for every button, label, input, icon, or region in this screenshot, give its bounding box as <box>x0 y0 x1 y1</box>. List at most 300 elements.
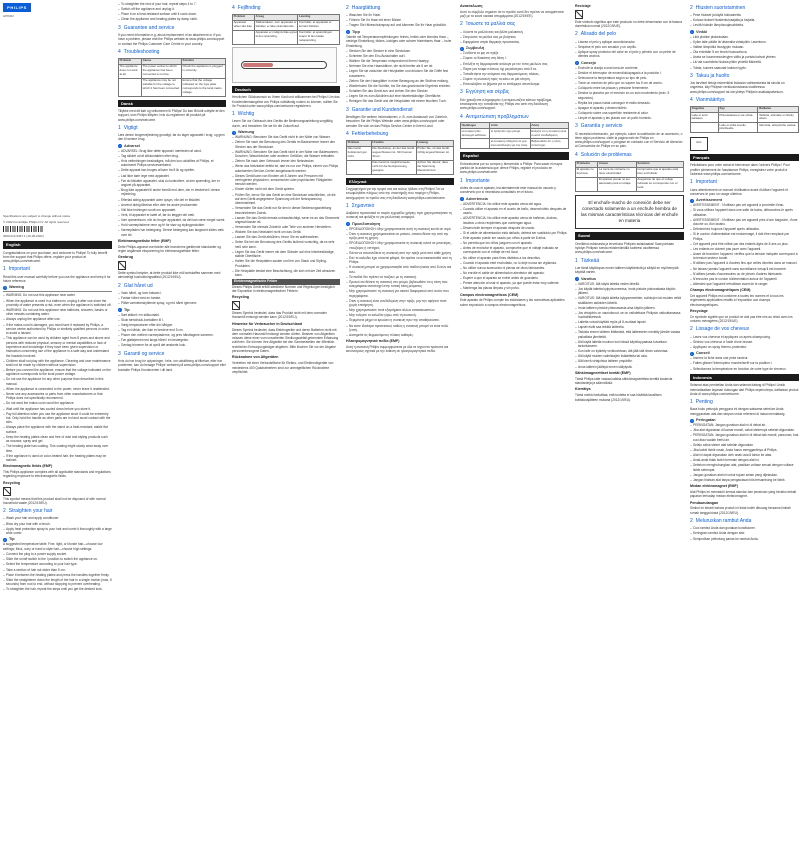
table-row: Η συσκευή δεν λειτουργεί καθόλου. Η πρίζα δεν έχει ρεύμα. Ελέγξτε ότι η συσκευή είναι σωστά συνδεδεμένη. <box>461 129 569 139</box>
barcode <box>3 226 43 232</box>
section-heading: 4 Αντιμετώπιση προβλημάτων <box>460 113 529 120</box>
list-item: – Pay full attention when you use the appliance since it could be extremely hot. Only hold the handle as other parts are hot and avoid contact with the skin. <box>3 412 112 425</box>
list-item: – Preste atención al usar el aparato, ya que puede estar muy caliente. <box>460 281 569 285</box>
warning-icon: ! <box>347 222 349 227</box>
list-item: – Jos käytät laitetta kylpyhuoneessa, irrota pistoke pistorasiasta käytön jälkeen. <box>575 287 684 296</box>
list-item: – Cuci rambut Anda dan gunakan kondisioner. <box>690 526 799 530</box>
prep-list <box>346 13 454 28</box>
list-item: – Älä käytä muiden valmistajien lisälaitteita tai osia. <box>575 354 684 358</box>
paragraph: Simbol ini berarti bahwa produk ini tidak boleh dibuang bersama limbah rumah tangga biasa (2012/19/EU). <box>690 506 791 515</box>
language-header-el: Ελληνικά <box>346 178 454 185</box>
list-item: – PERINGATAN: Jangan gunakan alat ini di dekat air. <box>690 423 799 427</box>
intro-text: Συγχαρητήρια για την αγορά σας και καλώς ήλθατε στη Philips! Για να επωφεληθείτε πλήρως από την υποστήριξη που παρέχει η Philips, καταχωρήστε το προϊόν σας στη διεύθυνση www.philips.com/welcome. <box>346 186 446 200</box>
list-item: – Jangan gunakan alat ini untuk tujuan selain yang dijelaskan. <box>690 473 799 477</box>
table-header: Lösung <box>416 140 453 146</box>
table-header: Αιτία <box>490 123 531 129</box>
list-item: – Antes de enchufar el aparato, compruebe que el voltaje indicado se corresponde con el voltaje de red local. <box>460 246 569 255</box>
section-heading: 3 Guarantee and service <box>118 24 175 31</box>
warning-list <box>346 227 454 337</box>
list-item: – Lassen Sie das Gerät niemals unbeaufsichtigt, wenn es an das Stromnetz angeschlossen ist. <box>232 216 340 225</box>
tip-header: i Vinkki <box>691 29 708 35</box>
list-item: – No utilice el aparato para fines distintos a los descritos. <box>460 256 569 260</box>
paragraph: Benötigen Sie weitere Informationen, z. B. zum Austausch von Zubehör, besuchen Sie die Philips Website unter www.philips.com/support oder wenden Sie sich an das Philips Service-Center in Ihrem Land. <box>346 114 448 128</box>
prep-list <box>690 335 799 350</box>
subheading: Ανακύκλωση <box>460 4 483 8</box>
list-item: – ADVARSEL: Brug ikke dette apparat i nærheden af vand. <box>118 149 226 153</box>
column-4 <box>343 0 457 852</box>
list-item: – N'utilisez jamais d'accessoires ou de pièces d'autres fabricants. <box>690 272 799 276</box>
table-header: Ratkaisu <box>758 106 799 112</box>
document-code: 3000.012.6467.1 (16-06-2022) <box>3 234 44 239</box>
list-item: – The heating plate has coating. This coating might slowly wear away over time. <box>3 444 112 453</box>
warning-icon: ! <box>691 198 693 203</box>
paragraph: Baca buku petunjuk pengguna ini dengan saksama sebelum Anda menggunakan alat dan simpan untuk referensi di masa mendatang. <box>690 407 786 416</box>
list-item: – Jika alat digunakan di kamar mandi, cabut stekernya setelah digunakan. <box>690 428 799 432</box>
section-heading: 1 Tärkeää <box>575 257 600 264</box>
intro-text: Selamat atas pembelian Anda dan selamat datang di Philips! Untuk memanfaatkan layanan dukungan dari Philips sepenuhnya, daftarkan produk Anda di www.philips.com/welcome. <box>690 383 799 396</box>
list-item: – When the appliance is used in a bathroom, unplug it after use since the proximity of water presents a risk, even when the appliance is switched off. <box>3 299 112 308</box>
table-row: Apparatet virker slet ikke. Stikkontakten, som apparatet er tilsluttet, er ikke strømførende. Kontrollér, at apparatet er korrekt tilsluttet. <box>233 20 340 30</box>
section-heading: 1 Penting <box>690 399 713 406</box>
table-header: Problem <box>233 14 255 20</box>
subheading: Campos electromagnéticos (CEM) <box>460 292 519 297</box>
list-item: – Séchez vos cheveux à l'aide d'une brosse. <box>690 340 799 344</box>
list-item: – Select the temperature according to your hair type. <box>3 562 112 566</box>
intro-text: Félicitations pour votre achat et bienvenue dans l'univers Philips ! Pour profiter pleinement de l'assistance Philips, enregistrez votre produit à l'adresse www.philips.com/welcome. <box>690 163 790 176</box>
list-item: – Take a section of hair not wider than 5 cm. <box>3 568 112 572</box>
subheading: Kierrätys <box>575 387 591 392</box>
table-header: Πρόβλημα <box>461 123 490 129</box>
list-item: – Tag en hårlok, der ikke er bredere end 5 cm. <box>118 328 226 332</box>
subheading: Elektromagnetiske felter (EMF) <box>118 238 171 243</box>
tip-icon: i <box>119 308 121 313</box>
list-item: – Τα παιδιά δεν πρέπει να παίζουν με τη συσκευή. <box>346 275 454 279</box>
tip-icon: i <box>576 61 578 66</box>
list-item: – Aseta se kuumennuslevyjen väliin ja purista kahvat yhteen. <box>690 55 799 59</box>
list-item: – Διατηρείτε τις θερμαινόμενες πλάκες καθαρές. <box>346 333 454 337</box>
list-item: – Insérez la fiche dans une prise secteur. <box>690 356 799 360</box>
list-item: – Seleccione la temperatura según su tipo de pelo. <box>575 76 684 80</box>
list-item: – Pese hiukset ja käytä hoitoainetta. <box>690 13 799 17</box>
list-item: – Anna laitteen jäähtyä ennen säilytystä. <box>575 365 684 369</box>
list-item: – Die Heizplatte besitzt eine Beschichtung, die sich mit der Zeit abnutzen kann. <box>232 269 340 278</box>
warning-header: ! Peringatan <box>691 418 716 423</box>
subheading: Genbrug <box>118 255 133 260</box>
list-item: – Lávese el pelo y aplique acondicionador. <box>575 40 684 44</box>
list-item: – Reinigen Sie das Gerät und die Heizplatten mit einem feuchten Tuch. <box>346 99 454 103</box>
prep-list <box>575 40 684 59</box>
list-item: – ADVERTENCIA: No utilice este aparato cerca del agua. <box>460 202 569 206</box>
list-item: – WARNING: Do not use this appliance near water. <box>3 293 112 297</box>
section-heading: 2 Haarglättung <box>346 5 381 11</box>
table-header: Solution <box>181 58 225 64</box>
list-item: – Επαναλάβετε τα βήματα για το επιθυμητό αποτέλεσμα. <box>460 82 569 86</box>
list-item: – Συνδέστε το φις σε πρίζα. <box>460 51 569 55</box>
warning-icon: ! <box>576 277 578 282</box>
list-item: – Lad ikke børn lege med apparatet. <box>118 174 226 178</box>
list-item: – Όταν η συσκευή χρησιμοποιείται σε μπάνιο, αποσυνδέστε την από την πρίζα μετά τη χρήση. <box>346 232 454 241</box>
table-row: El aparato puede no ser adecuado para el voltaje. Asegúrese de que el voltaje indicado se corresponde con el local. <box>576 177 684 191</box>
section-heading: 2 Alisado del pelo <box>575 31 617 38</box>
troubleshooting-table <box>232 14 340 45</box>
list-item: – Skub tænd/sluk-kontakten til I. <box>118 318 226 322</box>
list-item: – Sélectionnez la température en fonction de votre type de cheveux. <box>690 367 799 371</box>
list-item: – Ziehen Sie nach dem Gebrauch immer den Netzstecker. <box>232 159 340 163</box>
list-item: – Before you connect the appliance, ensure that the voltage indicated on the appliance corresponds to the local power voltage. <box>3 368 112 377</box>
list-item: – Η συσκευή μπορεί να χρησιμοποιηθεί από παιδιά ηλικίας από 8 ετών και άνω. <box>346 265 454 274</box>
list-item: – Hvis netledningen beskadiges, må den kun udskiftes af Philips, et autoriseret Philips-serviceværksted. <box>118 159 226 168</box>
subheading: Champs électromagnétiques (CEM) <box>690 288 751 293</box>
list-item: – Dette apparat kan bruges af børn fra 8 år og opefter. <box>118 168 226 172</box>
paragraph: Hvis du har brug for oplysninger, f.eks. om udskiftning af tilbehør, eller har problemer, kan du besøge Philips' websted på www.philips.com/support eller kontakte Philips Kundecenter i dit land. <box>118 358 226 372</box>
intro-text: Tillykke med dit køb og velkommen til Philips! Du kan få fuldt udbytte af den support, som Philips tilbyder, hvis du registrerer dit produkt på www.philips.com/welcome. <box>118 108 225 122</box>
subheading: Rücknahme von Altgeräten <box>232 355 279 360</box>
table-header: Syy <box>718 106 758 112</box>
paragraph: Διαβάστε προσεκτικά το παρόν εγχειρίδιο χρήσης πριν χρησιμοποιήσετε τη συσκευή και φυλάξτε το για μελλοντική αναφορά. <box>346 211 452 220</box>
list-item: – Lavez vos cheveux et appliquez un après-shampooing. <box>690 335 799 339</box>
plug-notice-box: El enchufe-macho de conexión debe ser conectado solamente a un enchufe hembra de las mismas características técnicas del enchufe en materia <box>575 195 684 230</box>
list-item: – Før du tilslutter apparatet, skal du kontrollere, at den spænding, der er angivet på apparatet. <box>118 179 226 188</box>
list-item: – AVERTISSEMENT : N'utilisez pas cet appareil près d'une baignoire, d'une douche ou d'un lavabo. <box>690 218 799 227</box>
tip-icon: i <box>691 30 693 35</box>
list-item: – If the appliance is used on color-treated hair, the heating plates may be stained. <box>3 454 112 463</box>
list-item: – Kuivaa hiukset hiustenkuivaajalla ja harjalla. <box>690 18 799 22</box>
list-item: – Si el cable de alimentación está dañado, deberá ser sustituido por Philips. <box>460 231 569 235</box>
table-row: Apparatet er muligvis ikke egnet til den spænding. Kontrollér, at spændingen svarer til den lokale netspænding. <box>233 30 340 44</box>
philips-logo: PHILIPS <box>3 3 31 12</box>
list-item: – Legen Sie sie zwischen die Heizplatten und drücken Sie die Griffe fest zusammen. <box>346 69 454 78</box>
section-heading: 4 Fehlerbehebung <box>346 130 389 137</box>
table-header: Λύση <box>530 123 568 129</box>
list-item: – Waschen Sie Ihr Haar. <box>346 13 454 17</box>
steps-list <box>118 313 226 348</box>
list-item: – Vent, til apparatet er kølet af, før du lægger det væk. <box>118 213 226 217</box>
list-item: – Do not use the appliance for any other purpose than described in this manual. <box>3 377 112 386</box>
list-item: – Μην χρησιμοποιείτε ποτέ εξαρτήματα άλλων κατασκευαστών. <box>346 308 454 312</box>
subheading: Hinweise für Verbraucher in Deutschland <box>232 321 303 326</box>
intro-text: Enhorabuena por su compra y bienvenido a Philips. Para sacar el mayor partido de la asistencia que ofrece Philips, registre el producto en www.philips.com/welcome. <box>460 161 563 175</box>
list-item: – Σύρετε το διακόπτη στη θέση I. <box>460 56 569 60</box>
intro-text: Herzlichen Glückwunsch zu Ihrem Kauf und willkommen bei Philips! Um das Kundendienstangebot von Philips vollständig nutzen zu können, sollten Sie Ihr Produkt unter www.philips.com/welcome registrieren. <box>232 95 340 108</box>
paragraph: Este aparato de Philips cumple los estándares y las normativas aplicables sobre exposición a campos electromagnéticos. <box>460 298 565 307</box>
column-2 <box>115 0 229 852</box>
language-header-de: Deutsch <box>232 86 340 93</box>
section-heading: 2 Hiusten suoristaminen <box>690 5 746 11</box>
tip-header: i Συμβουλή <box>461 46 485 51</box>
warning-header: ! Warnung <box>233 130 255 135</box>
table-header: Cause <box>142 58 182 64</box>
section-heading: 3 Garantía y servicio <box>575 123 623 130</box>
list-item: – Kinder dürfen nicht mit dem Gerät spielen. <box>232 187 340 191</box>
list-item: – Limpie el aparato y las placas con un paño húmedo. <box>575 116 684 120</box>
language-header-fi: Suomi <box>575 232 684 239</box>
subheading: Medan elektromagnet (EMF) <box>690 484 738 489</box>
list-item: – Dieses Gerät kann von Kindern ab 8 Jahren und Personen mit verringerten physischen, sensorischen oder psychischen Fähigkeiten benutzt werden. <box>232 174 340 187</box>
crossed-bin-icon <box>232 301 240 310</box>
troubleshooting-table <box>575 161 684 192</box>
section-heading: 3 Εγγύηση και σέρβις <box>460 89 510 96</box>
prep-list <box>3 516 112 535</box>
list-item: – Deslice el interruptor de encendido/apagado a la posición I. <box>575 71 684 75</box>
tip-header: i Tipp <box>347 29 360 35</box>
tip-icon: i <box>4 537 6 542</box>
troubleshooting-table <box>460 122 569 149</box>
list-item: – Ziehen Sie den Haarglätter in einer Bewegung an der Strähne entlang. <box>346 79 454 83</box>
paragraph: Lisez attentivement ce manuel d'utilisation avant d'utiliser l'appareil et conservez-le pour un usage ultérieur. <box>690 187 788 196</box>
list-item: – Nehmen Sie eine Haarsträhne, die nicht breiter als 5 cm ist. <box>346 64 454 68</box>
list-item: – Tragen Sie Hitzeschutzspray auf und kämmen Sie Ihr Haar gründlich. <box>346 23 454 27</box>
column-3 <box>229 0 343 852</box>
list-item: – Før glattejernet ned langs håret i én bevægelse. <box>118 338 226 342</box>
list-item: – Lapset eivät saa leikkiä laitteella. <box>575 325 684 329</box>
tip-icon: i <box>347 30 349 35</box>
paragraph: Si necesita información, por ejemplo, sobre la sustitución de un accesorio, o tiene algún problema, visite la página web de Philips en www.philips.com/support o póngase en contacto con el Servicio de Atención al Consumidor de Philips en su país. <box>575 131 683 149</box>
list-item: – Όταν η συσκευή είναι συνδεδεμένη στην πρίζα, μην την αφήνετε ποτέ χωρίς επιτήρηση. <box>346 299 454 308</box>
warning-list <box>690 203 799 286</box>
list-item: – Ne laissez jamais l'appareil sans surveillance lorsqu'il est branché. <box>690 267 799 271</box>
prep-list <box>460 30 569 45</box>
steps-list <box>3 552 112 591</box>
paragraph: Dieses Philips Gerät erfüllt sämtliche Normen und Regelungen bezüglich der Exposition in elektromagnetischen Feldern. <box>232 284 335 293</box>
crossed-bin-icon <box>575 10 583 19</box>
list-item: – Wiederholen Sie die Schritte, bis Sie das gewünschte Ergebnis erzielen. <box>346 84 454 88</box>
list-item: – Do not wind the mains cord round the appliance. <box>3 401 112 405</box>
steps-list <box>575 66 684 121</box>
list-item: – Tag stikket ud af stikkontakten efter brug. <box>118 154 226 158</box>
section-heading: 1 Vigtigt <box>118 124 138 131</box>
list-item: – Wash your hair and apply conditioner. <box>3 516 112 520</box>
steps-list <box>346 49 454 104</box>
list-item: – Appliquez un spray thermo-protecteur. <box>690 345 799 349</box>
paragraph: Læs denne brugervejledning grundigt, før du tager apparatet i brug, og gem den til senere brug. <box>118 133 225 142</box>
list-item: – WARNUNG: Benutzen Sie das Gerät nicht in der Nähe von Badewannen, Duschen, Waschbecken oder anderen Gefäßen, die Wasser enthalten. <box>232 150 340 159</box>
list-item: – Repita los pasos hasta conseguir el estilo deseado. <box>575 101 684 105</box>
list-item: – Slide the on/off switch to the I position to switch the appliance on. <box>3 557 112 561</box>
column-7 <box>687 0 802 852</box>
table-header: Ongelma <box>691 106 719 112</box>
subheading: Recycling <box>232 295 249 300</box>
list-item: – Legen Sie es zum Abkühlen auf eine hitzebeständige Oberfläche. <box>346 94 454 98</box>
list-item: – Blow dry your hair with a brush. <box>3 522 112 526</box>
language-header-en: English <box>3 241 112 248</box>
steps-list <box>690 35 799 70</box>
table-header: Løsning <box>298 14 340 20</box>
list-item: – Älä kierrä virtajohtoa laitteen ympärille. <box>575 359 684 363</box>
list-item: – Vikl ikke ledningen rundt om apparatet. <box>118 208 226 212</box>
paragraph: Tämä Philips-laite vastaa kaikkia sähkömagneettisia kenttiä koskevia standardeja ja säännöksiä. <box>575 376 673 386</box>
table-row: El aparato no funciona. La toma de corriente no tiene electricidad. Compruebe que el aparato está bien enchufado. <box>576 167 684 177</box>
list-item: – Place it between the heating plates and press the handles together firmly. <box>3 573 112 577</box>
list-item: – Children shall not play with the appliance. Cleaning and user maintenance shall not be made by children without supervision. <box>3 359 112 368</box>
table-row: Das Gerät funktioniert gar nicht. Die Steckdose, an der das Gerät angeschlossen ist, führt keinen Strom. Prüfen Sie, ob das Gerät richtig angeschlossen ist. <box>347 146 454 160</box>
troubleshooting-table <box>118 58 226 97</box>
subheading: Electromagnetic fields (EMF) <box>3 464 53 469</box>
list-item: – Stecken Sie den Stecker in eine Steckdose. <box>346 49 454 53</box>
list-item: – Semprotkan pelindung panas ke rambut Anda. <box>690 537 799 541</box>
list-item: – Toista, kunnes saavutat halutun tyylin. <box>690 66 799 70</box>
table-header: Problem <box>119 58 142 64</box>
section-heading: 4 Vianmääritys <box>690 97 725 104</box>
list-item: – Føntør håret med en børste. <box>118 296 226 300</box>
paragraph: This Philips appliance complies with all applicable standards and regulations regarding exposure to electromagnetic fields. <box>3 470 111 479</box>
tip-icon: i <box>461 46 463 51</box>
tip-header: i Consejo <box>576 60 596 66</box>
list-item: – Clean the appliance and heating plates by damp cloth. <box>118 17 226 21</box>
subheading: Reciclaje <box>575 4 591 8</box>
prep-list <box>118 291 226 306</box>
list-item: – Varmepladen har belægning. Denne belægning kan langsomt slides væk over tid. <box>118 228 226 237</box>
list-item: – Irrota laitteen pistoke pistorasiasta aina käytön jälkeen. <box>575 306 684 310</box>
troubleshooting-table <box>690 106 799 133</box>
paragraph: Antes de usar el aparato, lea atentamente este manual de usuario y consérvelo por si necesitara consultarlo en el futuro. <box>460 186 556 195</box>
steps-list <box>460 51 569 86</box>
list-item: – Påfør varmebeskyttende spray, og red håret igennem. <box>118 301 226 305</box>
list-item: – Liu'uta suoristinta hiuksia pitkin yhdellä liikkeellä. <box>690 60 799 64</box>
subheading: Recycling <box>3 480 20 485</box>
list-item: – To straighten the hair, repeat the steps until you get the desired look. <box>3 587 112 591</box>
list-item: – Kytke laite päälle liu'uttamalla virtakytkin I-asentoon. <box>690 40 799 44</box>
paragraph: Αυτό το σύμβολο σημαίνει ότι το προϊόν αυτό δεν πρέπει να απορρίπτεται μαζί με τα κοινά οικιακά απορρίμματα (2012/19/ΕΕ). <box>460 9 564 19</box>
table-header: Årsag <box>255 14 298 20</box>
table-header: Causa <box>598 161 636 167</box>
tip-icon: i <box>691 351 693 356</box>
list-item: – Föhnen Sie Ihr Haar mit einer Bürste. <box>346 18 454 22</box>
list-item: – Ota enintään 5 cm leveä hiussuortuva. <box>690 50 799 54</box>
intro-text: Congratulations on your purchase, and welcome to Philips! To fully benefit from the support that Philips offers, register your product at www.philips.com/welcome. <box>3 250 108 264</box>
list-item: – Espere a que el aparato se enfríe antes de guardarlo. <box>460 276 569 280</box>
crossed-bin-icon <box>118 261 126 270</box>
list-item: – Efterlad aldrig apparatet uden opsyn, når det er tilsluttet. <box>118 198 226 202</box>
heating-plate <box>243 63 273 67</box>
list-item: – Colóquelo sobre una superficie resistente al calor. <box>575 111 684 115</box>
list-item: – Keep the heating plates clean and free of dust and styling products such as mousse, spray and gel. <box>3 435 112 444</box>
section-heading: 2 Glat håret ud <box>118 282 153 289</box>
tip-header: i Tip <box>4 537 15 542</box>
paragraph: Dieses Symbol bedeutet, dass Elektrogeräte und deren Batterien nicht mit dem normalen Hausmüll entsorgt werden dürfen. Besitzer von Altgeräten müssen diese einer vom unsortierten Siedlungsabfall getrennten Erfassung zuführen. Sie können Ihre Altgeräte bei den Sammelstellen der öffentlich-rechtlichen Entsorgungsträger abgeben. Bitte löschen Sie vor der Abgabe personenbezogene Daten. <box>232 327 339 354</box>
table-row: Laite ei toimi lainkaan. Pistorasiassa ei ole virtaa. Tarkista, että laite on liitetty oikein. <box>691 112 799 122</box>
list-item: – ADVERTENCIA: No utilice este aparato cerca de bañeras, duchas, lavabos u otros recipientes que contengan agua. <box>460 216 569 225</box>
list-item: – Στεγνώστε τα μαλλιά σας με βούρτσα. <box>460 35 569 39</box>
list-item: – Πάρτε μια τούφα πλάτους όχι μεγαλύτερου από 5 εκ. <box>460 67 569 71</box>
table-header: Problem <box>347 140 372 146</box>
list-item: – Keringkan rambut Anda dengan sisir. <box>690 531 799 535</box>
prep-list <box>690 13 799 28</box>
list-item: – Εφαρμόστε σπρέι θερμικής προστασίας. <box>460 40 569 44</box>
subheading: Recyclage <box>690 308 708 313</box>
list-item: – Always place the appliance with the stand on a heat-resistant, stable flat surface. <box>3 425 112 434</box>
model-number: HP8302 <box>3 14 14 18</box>
paragraph: Este símbolo significa que este producto no debe desecharse con la basura doméstica normal (2012/19/UE). <box>575 19 683 29</box>
list-item: – Legen Sie das Gerät immer mit dem Ständer auf eine hitzebeständige, stabile Oberfläche. <box>232 250 340 259</box>
list-item: – Jika kabel listrik rusak, Anda harus menggantinya di Philips. <box>690 448 799 452</box>
list-item: – Cet appareil peut être utilisé par des enfants âgés de 8 ans ou plus. <box>690 242 799 246</box>
section-heading: 4 Fejlfinding <box>232 5 261 11</box>
certification-mark: EAC <box>690 137 708 151</box>
list-item: – Brug ikke apparatet til andre formål end dem, der er beskrevet i denne vejledning. <box>118 188 226 197</box>
list-item: – Sebelum menghubungkan alat, pastikan voltase sesuai dengan voltase listrik setempat. <box>690 463 799 472</box>
paragraph: Ce symbole signifie que ce produit ne doit pas être mis au rebut avec les ordures ménagères (2012/19/UE). <box>690 314 793 324</box>
table-row: The appliance does not work at all. The power socket to which the appliance has been connected is not live. Check the appliance is plugged in correctly. <box>119 64 226 78</box>
list-item: – Tome un mechón de pelo que no supere los 5 cm de ancho. <box>575 81 684 85</box>
list-item: – Vask håret, og kom balsam i. <box>118 291 226 295</box>
list-item: – Never use any accessories or parts from other manufacturers or that Philips does not specifically recommend. <box>3 392 112 401</box>
list-item: – Apague el aparato y desenchúfelo. <box>575 106 684 110</box>
prep-list <box>690 526 799 541</box>
list-item: – Kun laite on kytketty verkkovirtaan, älä jätä sitä ilman valvontaa. <box>575 349 684 353</box>
section-heading: 2 Lissage de vos cheveux <box>690 326 750 333</box>
warning-header: ! Avertissement <box>691 198 723 203</box>
paragraph: This symbol means that this product shall not be disposed of with normal household waste (2012/19/EU). <box>3 496 106 505</box>
table-header: Solución <box>636 161 683 167</box>
list-item: – Wenn das Netzkabel defekt ist, darf es nur von Philips, einem von Philips autorisierten Service-Center ausgetauscht werden. <box>232 164 340 173</box>
list-item: – Τοποθετήστε την ανάμεσα στις θερμαινόμενες πλάκες. <box>460 72 569 76</box>
tip-header: i Tip <box>119 307 130 313</box>
list-item: – Switch off the appliance and unplug it. <box>118 7 226 11</box>
list-item: – WARNING: Do not use this appliance near bathtubs, showers, basins or other vessels containing water. <box>3 308 112 317</box>
list-item: – Μην τυλίγετε το καλώδιο γύρω από τη συσκευή. <box>346 313 454 317</box>
list-item: – Enchufe la clavija a una toma de corriente. <box>575 66 684 70</box>
subheading: Sähkömagneettiset kentät (EMF) <box>575 370 631 375</box>
language-header-es: Español <box>460 152 569 159</box>
paragraph: Dette symbol betyder, at dette produkt ikke må bortskaffes sammen med almindeligt husholdningsaffald (2012/19/EU). <box>118 271 221 280</box>
list-item: – Schalten Sie das Gerät aus und ziehen Sie den Stecker. <box>346 89 454 93</box>
list-item: – Les enfants ne doivent pas jouer avec l'appareil. <box>690 247 799 251</box>
list-item: – Gentag trinnene for at opnå det ønskede look. <box>118 343 226 347</box>
list-item: – PERINGATAN: Jangan gunakan alat ini di dekat bak mandi, pancuran, bak cuci atau wadah berisi air. <box>690 433 799 442</box>
list-item: – Vær opmærksom, når du bruger apparatet, da det kan være meget varmt. <box>118 218 226 222</box>
warning-icon: ! <box>233 130 235 135</box>
list-item: – Seien Sie bei der Benutzung des Geräts äußerst vorsichtig, da es sehr heiß sein kann. <box>232 240 340 249</box>
table-row: Laite ei ehkä sovellu jännitteelle. Varmista, että jännite vastaa. <box>691 122 799 132</box>
language-header-da: Dansk <box>118 100 226 107</box>
list-item: – Attendez que l'appareil refroidisse avant de le ranger. <box>690 282 799 286</box>
section-heading: 3 Takuu ja huolto <box>690 72 730 79</box>
tip-header: i Conseil <box>691 351 710 356</box>
list-item: – When the appliance is connected to the power, never leave it unattended. <box>3 387 112 391</box>
list-item: – Avant de brancher l'appareil, vérifiez que la tension indiquée correspond à la tension secteur locale. <box>690 252 799 261</box>
subheading: Pendaurulangan <box>690 500 719 505</box>
list-item: – N'utilisez pas l'appareil à d'autres fins que celles décrites dans ce manuel. <box>690 261 799 265</box>
list-item: – Älä käytä laitetta muuhun kuin tässä käyttöoppaassa kuvattuun tarkoitukseen. <box>575 340 684 349</box>
list-item: – WARNUNG: Benutzen Sie das Gerät nicht in der Nähe von Wasser. <box>232 135 340 139</box>
list-item: – Wählen Sie die Temperatur entsprechend Ihrem Haartyp. <box>346 59 454 63</box>
column-1 <box>0 0 115 852</box>
list-item: – Colóquelo entre las placas y presione firmemente. <box>575 86 684 90</box>
warning-icon: ! <box>4 285 6 290</box>
list-item: – No utilice nunca accesorios ni piezas de otros fabricantes. <box>460 266 569 270</box>
list-item: – Wait until the appliance has cooled down before you store it. <box>3 407 112 411</box>
list-item: – Εάν το καλώδιο έχει υποστεί φθορά, θα πρέπει να αντικατασταθεί από τη Philips. <box>346 256 454 265</box>
warning-list <box>575 282 684 369</box>
table-header: Problema <box>576 161 598 167</box>
paragraph: Tämä merkki tarkoittaa, että tuotetta ei saa hävittää tavallisen kotitalousjätteen mukana (2012/19/EU). <box>575 393 662 402</box>
warning-icon: ! <box>461 197 463 202</box>
column-5 <box>457 0 572 852</box>
list-item: – VAROITUS: Älä käytä laitetta veden lähellä. <box>575 282 684 286</box>
list-item: – Λούστε τα μαλλιά σας και βάλτε μαλακτική. <box>460 30 569 34</box>
paragraph: Alat Philips ini mematuhi semua standar dan peraturan yang berlaku terkait paparan terhadap medan elektromagnet. <box>690 489 797 499</box>
list-item: – N'enroulez pas le cordon d'alimentation autour de l'appareil. <box>690 277 799 281</box>
list-item: – Cuando el aparato esté enchufado, no lo deje nunca sin vigilancia. <box>460 261 569 265</box>
list-item: – Place it on a heat-resistant surface until it cools down. <box>118 12 226 16</box>
list-item: – Débranchez toujours l'appareil après utilisation. <box>690 227 799 231</box>
warning-list <box>460 202 569 291</box>
warning-header: ! Προειδοποίηση <box>347 221 381 227</box>
list-item: – Laitetta voivat käyttää myös yli 8-vuotiaat lapset. <box>575 320 684 324</box>
list-item: – Always unplug the appliance after use. <box>3 317 112 321</box>
list-item: – Faites glisser l'interrupteur marche/arrêt sur la position I. <box>690 361 799 365</box>
list-item: – Placer den mellem varmepladerne, og pres håndtagene sammen. <box>118 333 226 337</box>
